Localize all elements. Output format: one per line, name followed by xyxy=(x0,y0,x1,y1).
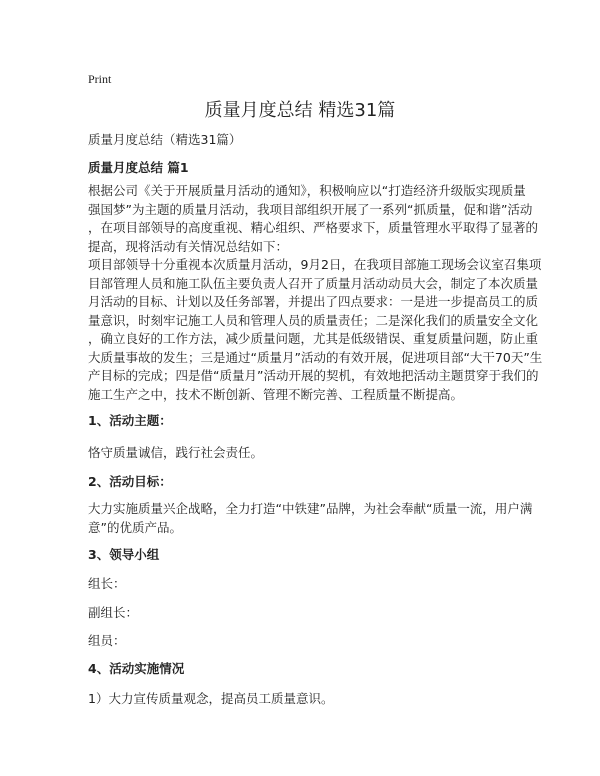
heading-leadership: 3、领导小组 xyxy=(88,547,160,562)
text-line: 量意识，时刻牢记施工人员和管理人员的质量责任；二是深化我们的质量安全文化 xyxy=(88,312,539,328)
text-line: 大质量事故的发生；三是通过“质量月”活动的有效开展，促进项目部“大干70天”生 xyxy=(88,349,543,365)
goal-text xyxy=(88,500,533,537)
text-line: 项目部领导十分重视本次质量月活动，9月2日，在我项目部施工现场会议室召集项 xyxy=(88,257,542,272)
paragraph-meeting xyxy=(88,256,543,404)
text-line: 目部管理人员和施工队伍主要负责人召开了质量月活动动员大会，制定了本次质量 xyxy=(88,275,539,291)
implementation-item-1: 1）大力宣传质量观念，提高员工质量意识。 xyxy=(88,691,334,706)
page-title: 质量月度总结 精选31篇 xyxy=(204,100,396,121)
text-line: 强国梦”为主题的质量月活动，我项目部组织开展了一系列“抓质量，促和谐”活动 xyxy=(88,201,533,217)
members-label: 组员： xyxy=(88,633,126,648)
heading-implementation: 4、活动实施情况 xyxy=(88,661,185,676)
text-line: 产目标的完成；四是借“质量月”活动开展的契机，有效地把活动主题贯穿于我们的 xyxy=(88,368,539,383)
text-line: 意”的优质产品。 xyxy=(88,519,182,535)
heading-theme: 1、活动主题： xyxy=(88,413,172,428)
theme-text: 恪守质量诚信，践行社会责任。 xyxy=(88,445,264,460)
text-line: 提高，现将活动有关情况总结如下： xyxy=(88,238,289,254)
print-link[interactable]: Print xyxy=(88,72,112,86)
section-heading: 质量月度总结 篇1 xyxy=(88,160,189,175)
text-line: 根据公司《关于开展质量月活动的通知》，积极响应以“打造经济升级版实现质量 xyxy=(88,183,526,198)
text-line: ，在项目部领导的高度重视、精心组织、严格要求下，质量管理水平取得了显著的 xyxy=(88,220,539,235)
heading-goal: 2、活动目标： xyxy=(88,474,172,489)
vice-leader-label: 副组长： xyxy=(88,605,139,620)
paragraph-intro xyxy=(88,182,539,256)
subtitle: 质量月度总结（精选31篇） xyxy=(88,132,242,147)
text-line: ，确立良好的工作方法，减少质量问题，尤其是低级错误、重复质量问题，防止重 xyxy=(88,331,539,346)
text-line: 大力实施质量兴企战略，全力打造“中铁建”品牌，为社会奉献“质量一流，用户满 xyxy=(88,501,533,516)
text-line: 月活动的目标、计划以及任务部署，并提出了四点要求：一是进一步提高员工的质 xyxy=(88,294,539,309)
text-line: 施工生产之中，技术不断创新、管理不断完善、工程质量不断提高。 xyxy=(88,386,464,402)
leader-label: 组长： xyxy=(88,576,126,591)
